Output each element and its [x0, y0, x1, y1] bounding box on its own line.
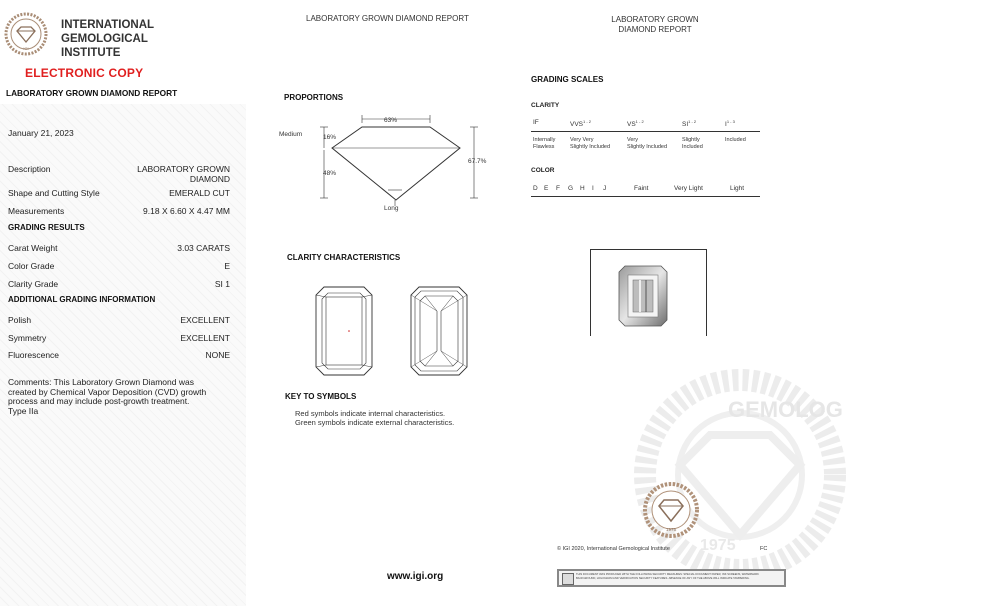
middle-report-title: LABORATORY GROWN DIAMOND REPORT [306, 14, 469, 23]
watermark-year: 1975 [700, 537, 736, 554]
watermark-text: GEMOLOG [728, 397, 843, 422]
comments-line1: Comments: This Laboratory Grown Diamond was [8, 377, 194, 387]
left-report-title: LABORATORY GROWN DIAMOND REPORT [6, 88, 178, 98]
measurements-value: 9.18 X 6.60 X 4.47 MM [143, 206, 230, 216]
clarity-grade-vvs: VVS$^{1 - 2}$ [570, 119, 592, 129]
clarity-plot-pavilion [409, 285, 469, 377]
description-label: Description [8, 164, 51, 174]
seal-text: IGI [23, 46, 29, 51]
color-letter-g: G [568, 185, 574, 192]
clarity-plot-crown [314, 285, 374, 377]
security-chip-icon [562, 573, 574, 585]
proportions-diagram [270, 110, 500, 220]
watermark-seal-icon [610, 365, 843, 555]
institute-name-line3: INSTITUTE [61, 47, 121, 59]
girdle-label: Medium [279, 131, 303, 138]
report-date: January 21, 2023 [8, 128, 74, 138]
copyright-code: FC [760, 546, 768, 552]
institute-name-line2: GEMOLOGICAL [61, 33, 148, 45]
institute-name-line1: INTERNATIONAL [61, 19, 155, 31]
color-letter-j: J [603, 185, 607, 192]
table-percent: 63% [384, 117, 398, 124]
carat-value: 3.03 CARATS [177, 243, 230, 253]
grading-results-heading: GRADING RESULTS [8, 223, 85, 232]
diamond-photo [618, 265, 668, 327]
color-letter-i: I [592, 185, 594, 192]
color-letter-d: D [533, 185, 538, 192]
polish-value: EXCELLENT [180, 315, 230, 325]
depth-percent: 67.7% [468, 158, 487, 165]
electronic-copy-label: ELECTRONIC COPY [25, 66, 144, 80]
pavilion-percent: 48% [323, 170, 337, 177]
security-footer-line1: THIS DOCUMENT WAS PRODUCED WITH THE FOLLOWING SECURITY MEASURES: SPECIAL DOCUMENT PAPER, INK SCREENS, WATERMARK [576, 573, 759, 576]
clarity-grade-i: $I^{1 - 3}$ [725, 119, 735, 129]
fluorescence-value: NONE [205, 350, 230, 360]
proportions-heading: PROPORTIONS [284, 93, 344, 102]
crown-percent: 16% [323, 134, 337, 141]
small-seal-year: 1975 [665, 527, 677, 532]
color-scale-divider [531, 196, 760, 197]
right-report-title-line1: LABORATORY GROWN [611, 15, 699, 24]
comments-line3: process and may include post-growth treatment. [8, 396, 190, 406]
clarity-scale-divider [531, 131, 760, 132]
security-footer-text [576, 573, 781, 581]
clarity-desc-vvs: Very Very Slightly Included [570, 137, 611, 150]
key-to-symbols-heading: KEY TO SYMBOLS [285, 392, 357, 401]
color-letter-h: H [580, 185, 585, 192]
color-word-faint: Faint [634, 185, 649, 192]
comments-line2: created by Chemical Vapor Deposition (CVD) growth [8, 386, 207, 397]
symmetry-value: EXCELLENT [180, 333, 230, 343]
color-letter-f: F [556, 185, 560, 192]
key-line-red: Red symbols indicate internal characteristics. [295, 409, 446, 418]
polish-label: Polish [8, 315, 32, 325]
clarity-desc-vs: Very Slightly Included [627, 137, 668, 150]
description-value [137, 164, 230, 184]
copyright-text: © IGI 2020, International Gemological Institute [557, 546, 670, 552]
clarity-characteristics-heading: CLARITY CHARACTERISTICS [287, 253, 401, 262]
color-grade-value: E [224, 261, 230, 271]
security-footer-line2: BACKGROUND, HOLOGRAM AND VERIFICATION SECURITY FEATURES. ABSENCE OF ANY OF THE ABOVE WILL INDICATE TAMPERING. [576, 577, 750, 580]
key-to-symbols-text [295, 409, 454, 427]
grading-scales-heading: GRADING SCALES [531, 75, 604, 84]
clarity-desc-si: Slightly Included [682, 137, 703, 150]
igi-seal-icon [4, 12, 48, 56]
clarity-grade-si: SI$^{1 - 2}$ [682, 119, 697, 129]
igi-small-seal-icon [642, 481, 700, 539]
website-link[interactable]: www.igi.org [387, 571, 444, 582]
color-word-light: Light [730, 185, 745, 192]
fluorescence-label: Fluorescence [8, 350, 60, 360]
description-row [8, 164, 230, 186]
description-value-line2: DIAMOND [189, 174, 230, 184]
right-report-title-line2: DIAMOND REPORT [618, 24, 692, 34]
symmetry-label: Symmetry [8, 333, 47, 343]
culet-label: Long [384, 205, 399, 212]
security-footer [557, 569, 786, 587]
color-grade-label: Color Grade [8, 261, 55, 271]
shape-label: Shape and Cutting Style [8, 188, 100, 198]
shape-value: EMERALD CUT [169, 188, 230, 198]
color-word-very-light: Very Light [674, 185, 703, 192]
color-letter-e: E [544, 185, 549, 192]
clarity-desc-i: Included [725, 137, 746, 143]
color-scale-heading: COLOR [531, 167, 555, 174]
clarity-scale-heading: CLARITY [531, 102, 560, 109]
description-value-line1: LABORATORY GROWN [137, 164, 230, 174]
comments-line4: Type IIa [8, 405, 39, 416]
key-line-green: Green symbols indicate external characteristics. [295, 418, 455, 427]
clarity-grade-vs: VS$^{1 - 2}$ [627, 119, 644, 129]
clarity-grade-label: Clarity Grade [8, 279, 59, 289]
carat-label: Carat Weight [8, 243, 58, 253]
clarity-desc-if: Internally Flawless [533, 137, 556, 150]
clarity-grade-value: SI 1 [214, 279, 230, 289]
comments [8, 378, 244, 416]
institute-name [61, 18, 154, 60]
additional-info-heading: ADDITIONAL GRADING INFORMATION [8, 295, 156, 304]
right-report-title [590, 15, 720, 34]
measurements-label: Measurements [8, 206, 65, 216]
clarity-grade-if: IF [533, 119, 539, 126]
